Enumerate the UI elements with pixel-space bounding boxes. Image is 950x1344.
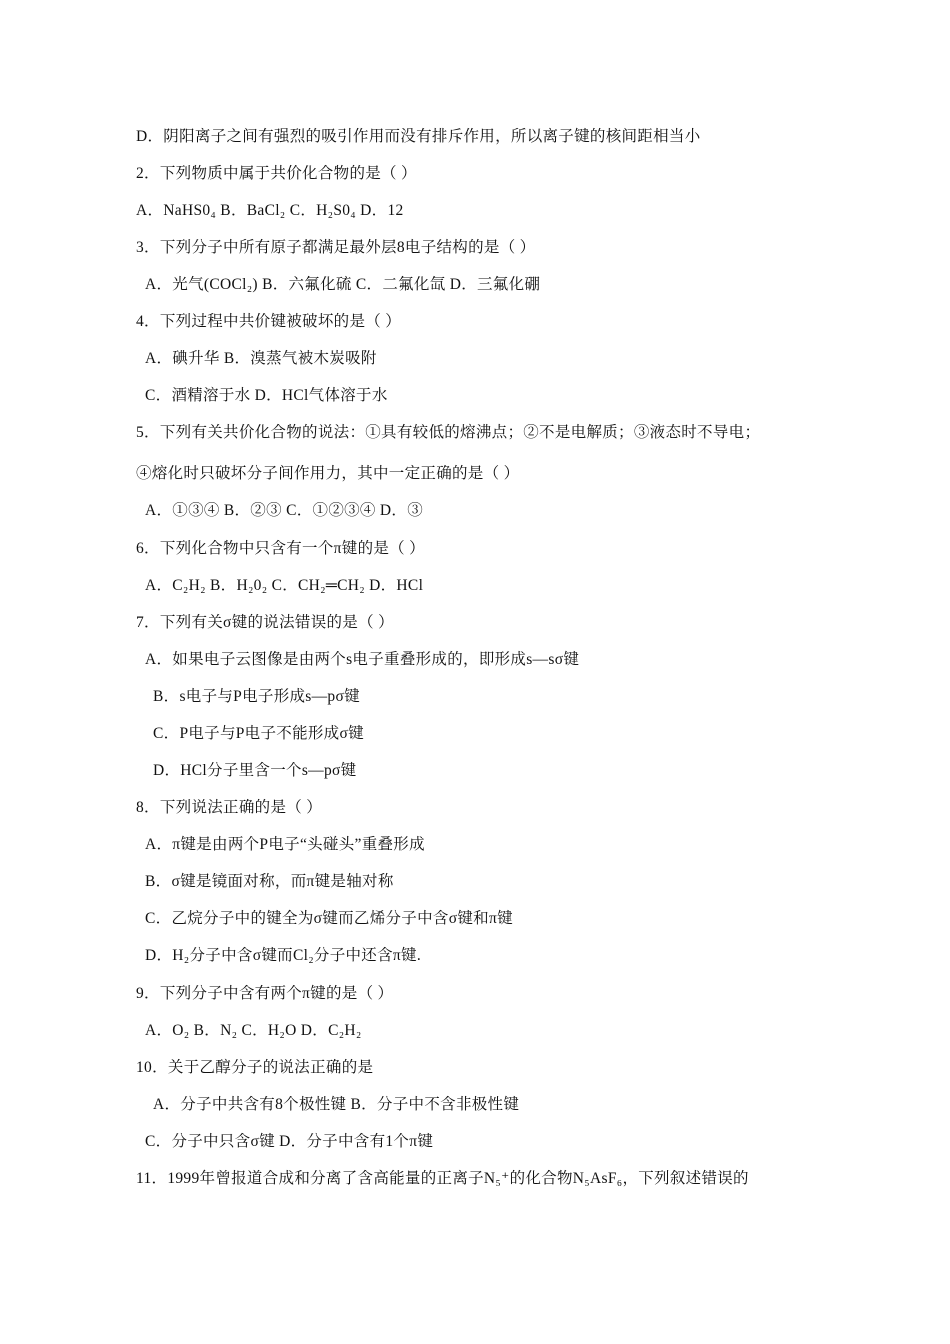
question-11: 11．1999年曾报道合成和分离了含高能量的正离子N₅⁺的化合物N₅AsF₆，下列叙述错误的 — [136, 1170, 749, 1187]
question-4: 4．下列过程中共价键被破坏的是（ ） — [136, 313, 402, 330]
question-7: 7．下列有关σ键的说法错误的是（ ） — [136, 614, 394, 631]
question-3: 3．下列分子中所有原子都满足最外层8电子结构的是（ ） — [136, 239, 536, 256]
question-8: 8．下列说法正确的是（ ） — [136, 799, 323, 816]
option-b-q8: B．σ键是镜面对称，而π键是轴对称 — [145, 873, 394, 890]
options-q10-ab: A．分子中共含有8个极性键 B．分子中不含非极性键 — [153, 1096, 520, 1113]
option-a-q8: A．π键是由两个P电子“头碰头”重叠形成 — [145, 836, 425, 853]
option-b-q7: B．s电子与P电子形成s—pσ键 — [153, 688, 360, 705]
options-q4-ab: A．碘升华 B．溴蒸气被木炭吸附 — [145, 350, 377, 367]
question-5-line2: ④熔化时只破坏分子间作用力，其中一定正确的是（ ） — [136, 465, 520, 482]
question-5-line1: 5．下列有关共价化合物的说法：①具有较低的熔沸点；②不是电解质；③液态时不导电； — [136, 424, 761, 441]
option-a-q7: A．如果电子云图像是由两个s电子重叠形成的，即形成s—sσ键 — [145, 651, 580, 668]
question-2: 2．下列物质中属于共价化合物的是（ ） — [136, 165, 417, 182]
options-q5: A．①③④ B．②③ C．①②③④ D．③ — [145, 502, 423, 519]
option-c-q8: C．乙烷分子中的键全为σ键而乙烯分子中含σ键和π键 — [145, 910, 513, 927]
options-q3: A．光气(COCl₂) B．六氟化硫 C．二氟化氙 D．三氟化硼 — [145, 276, 541, 293]
option-d-q8: D．H₂分子中含σ键而Cl₂分子中还含π键. — [145, 947, 421, 964]
options-q10-cd: C．分子中只含σ键 D．分子中含有1个π键 — [145, 1133, 434, 1150]
question-10: 10．关于乙醇分子的说法正确的是 — [136, 1059, 374, 1076]
options-q6: A．C₂H₂ B．H₂0₂ C．CH₂═CH₂ D．HCl — [145, 577, 424, 594]
option-d-q1: D．阴阳离子之间有强烈的吸引作用而没有排斥作用，所以离子键的核间距相当小 — [136, 128, 701, 145]
question-9: 9．下列分子中含有两个π键的是（ ） — [136, 985, 394, 1002]
option-d-q7: D．HCl分子里含一个s—pσ键 — [153, 762, 357, 779]
options-q2: A．NaHS0₄ B．BaCl₂ C．H₂S0₄ D．12 — [136, 202, 404, 219]
option-c-q7: C．P电子与P电子不能形成σ键 — [153, 725, 364, 742]
question-6: 6．下列化合物中只含有一个π键的是（ ） — [136, 540, 425, 557]
options-q4-cd: C．酒精溶于水 D．HCl气体溶于水 — [145, 387, 388, 404]
options-q9: A．O₂ B．N₂ C．H₂O D．C₂H₂ — [145, 1022, 362, 1039]
